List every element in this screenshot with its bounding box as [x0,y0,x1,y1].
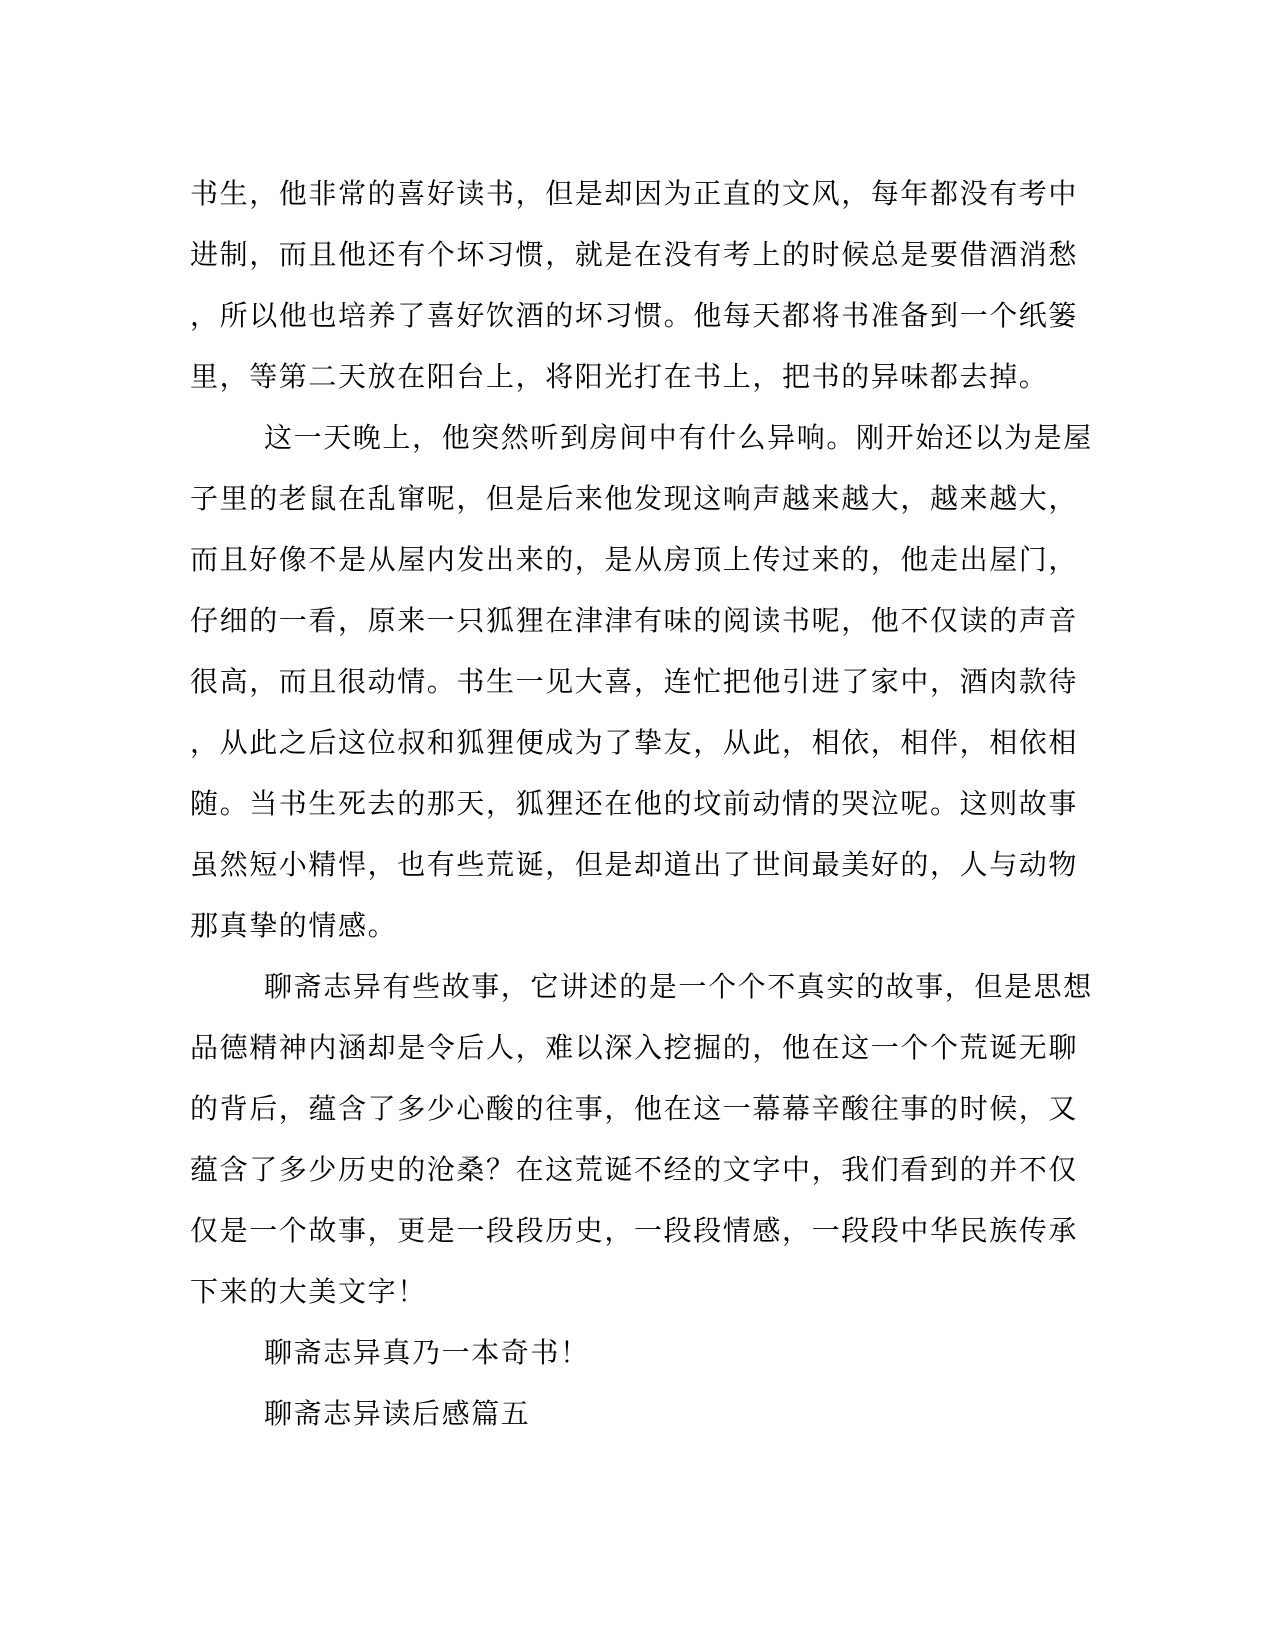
text-line: 蕴含了多少历史的沧桑？在这荒诞不经的文字中，我们看到的并不仅 [190,1153,1079,1186]
paragraph-first-line: 这一天晚上，他突然听到房间中有什么异响。刚开始还以为是屋 [264,421,1093,454]
text-line: 的背后，蕴含了多少心酸的往事，他在这一幕幕辛酸往事的时候，又 [190,1092,1079,1125]
paragraph-first-line: 聊斋志异有些故事，它讲述的是一个个不真实的故事，但是思想 [264,970,1093,1003]
text-line: 品德精神内涵却是令后人，难以深入挖掘的，他在这一个个荒诞无聊 [190,1031,1079,1064]
section-heading: 聊斋志异读后感篇五 [264,1397,531,1430]
text-line: ，从此之后这位叔和狐狸便成为了挚友，从此，相依，相伴，相依相 [190,726,1079,759]
text-line: 子里的老鼠在乱窜呢，但是后来他发现这响声越来越大，越来越大， [190,482,1079,515]
text-line: 而且好像不是从屋内发出来的，是从房顶上传过来的，他走出屋门， [190,543,1079,576]
text-line: 仅是一个故事，更是一段段历史，一段段情感，一段段中华民族传承 [190,1214,1079,1247]
text-line: ，所以他也培养了喜好饮酒的坏习惯。他每天都将书准备到一个纸篓 [190,299,1079,332]
text-line: 那真挚的情感。 [190,909,398,942]
text-line: 仔细的一看，原来一只狐狸在津津有味的阅读书呢，他不仅读的声音 [190,604,1079,637]
text-line: 下来的大美文字！ [190,1275,427,1308]
text-line: 虽然短小精悍，也有些荒诞，但是却道出了世间最美好的，人与动物 [190,848,1079,881]
text-line: 很高，而且很动情。书生一见大喜，连忙把他引进了家中，酒肉款待 [190,665,1079,698]
text-line: 里，等第二天放在阳台上，将阳光打在书上，把书的异味都去掉。 [190,360,1049,393]
text-line: 进制，而且他还有个坏习惯，就是在没有考上的时候总是要借酒消愁 [190,238,1079,271]
text-line: 书生，他非常的喜好读书，但是却因为正直的文风，每年都没有考中 [190,177,1079,210]
paragraph-first-line: 聊斋志异真乃一本奇书！ [264,1336,590,1369]
document-body [190,163,1093,1444]
text-line: 随。当书生死去的那天，狐狸还在他的坟前动情的哭泣呢。这则故事 [190,787,1079,820]
